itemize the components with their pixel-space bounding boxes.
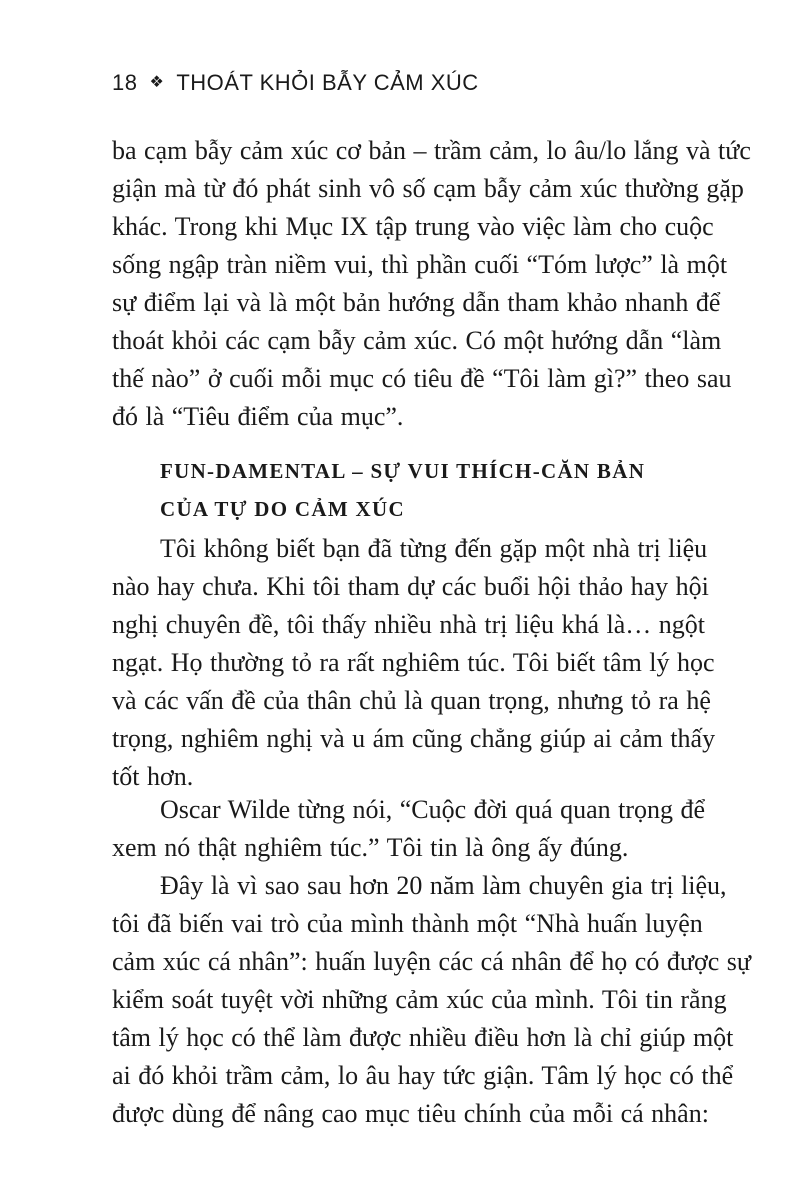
text-line: Oscar Wilde từng nói, “Cuộc đời quá quan trọng để bbox=[160, 795, 706, 824]
text-line: thoát khỏi các cạm bẫy cảm xúc. Có một hướng dẫn “làm bbox=[112, 326, 722, 355]
text-line: xem nó thật nghiêm túc.” Tôi tin là ông ấy đúng. bbox=[112, 833, 629, 862]
paragraph-continuation bbox=[112, 132, 751, 436]
section-heading bbox=[160, 452, 645, 528]
text-line: Đây là vì sao sau hơn 20 năm làm chuyên gia trị liệu, bbox=[160, 871, 727, 900]
text-line: thế nào” ở cuối mỗi mục có tiêu đề “Tôi làm gì?” theo sau bbox=[112, 364, 732, 393]
text-line: được dùng để nâng cao mục tiêu chính của mỗi cá nhân: bbox=[112, 1099, 709, 1128]
paragraph bbox=[112, 791, 706, 867]
text-line: kiểm soát tuyệt vời những cảm xúc của mình. Tôi tin rằng bbox=[112, 985, 727, 1014]
text-line: khác. Trong khi Mục IX tập trung vào việc làm cho cuộc bbox=[112, 212, 714, 241]
paragraph bbox=[112, 867, 751, 1133]
text-line: tốt hơn. bbox=[112, 762, 194, 791]
text-line: tâm lý học có thể làm được nhiều điều hơn là chỉ giúp một bbox=[112, 1023, 734, 1052]
text-line: nghị chuyên đề, tôi thấy nhiều nhà trị liệu khá là… ngột bbox=[112, 610, 705, 639]
text-line: và các vấn đề của thân chủ là quan trọng, nhưng tỏ ra hệ bbox=[112, 686, 711, 715]
text-line: đó là “Tiêu điểm của mục”. bbox=[112, 402, 404, 431]
heading-line: CỦA TỰ DO CẢM XÚC bbox=[160, 497, 405, 521]
text-line: ba cạm bẫy cảm xúc cơ bản – trầm cảm, lo âu/lo lắng và tức bbox=[112, 136, 751, 165]
book-title: THOÁT KHỎI BẪY CẢM XÚC bbox=[176, 70, 479, 95]
text-line: nào hay chưa. Khi tôi tham dự các buổi hội thảo hay hội bbox=[112, 572, 709, 601]
paragraph bbox=[112, 530, 716, 796]
text-line: ngạt. Họ thường tỏ ra rất nghiêm túc. Tôi biết tâm lý học bbox=[112, 648, 715, 677]
text-line: ai đó khỏi trầm cảm, lo âu hay tức giận. Tâm lý học có thể bbox=[112, 1061, 734, 1090]
text-line: giận mà từ đó phát sinh vô số cạm bẫy cảm xúc thường gặp bbox=[112, 174, 744, 203]
heading-line: FUN-DAMENTAL – SỰ VUI THÍCH-CĂN BẢN bbox=[160, 459, 646, 483]
page-number: 18 bbox=[112, 70, 138, 95]
text-line: trọng, nghiêm nghị và u ám cũng chẳng giúp ai cảm thấy bbox=[112, 724, 716, 753]
text-line: cảm xúc cá nhân”: huấn luyện các cá nhân để họ có được sự bbox=[112, 947, 751, 976]
text-line: Tôi không biết bạn đã từng đến gặp một nhà trị liệu bbox=[160, 534, 708, 563]
text-line: sống ngập tràn niềm vui, thì phần cuối “Tóm lược” là một bbox=[112, 250, 728, 279]
ornament-icon: ❖ bbox=[149, 74, 165, 91]
running-header bbox=[112, 70, 479, 96]
text-line: sự điểm lại và là một bản hướng dẫn tham khảo nhanh để bbox=[112, 288, 721, 317]
text-line: tôi đã biến vai trò của mình thành một “Nhà huấn luyện bbox=[112, 909, 703, 938]
